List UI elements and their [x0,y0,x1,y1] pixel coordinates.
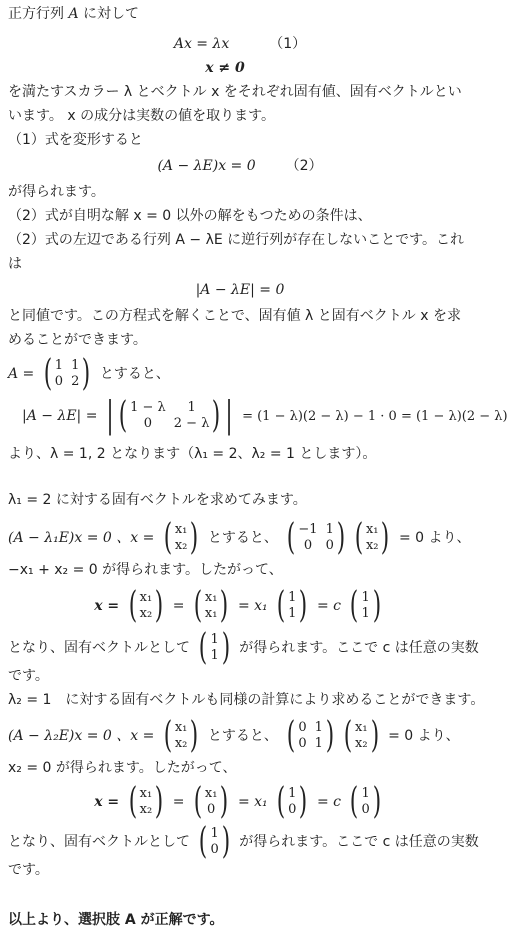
case-2-matrix-cell: 0 [298,736,307,751]
intro-var-a: A [68,6,79,22]
case-2-matrix-cell: 0 [298,720,307,735]
case-2-concl-a: となり、固有ベクトルとして [8,834,190,850]
case-2-vector-x: ( x₁ x₂ ) [163,715,199,756]
case-1-matrix-cell: 0 [303,538,313,553]
case-1-result: x = ( x₁ x₂ ) = ( x₁ x₁ ) = x₁ ( 1 1 ) = c ( 1 1 ) [0,588,480,624]
case-2-vector-2: ( x₁ x₂ ) [343,715,379,756]
determinant-cell: 0 [143,416,153,431]
case-1-text-end: = 0 より、 [398,530,471,546]
paragraph-3-line-3: （2）式の左辺である行列 A − λE に逆行列が存在しないことです。これ [8,232,465,248]
case-2-res-lhs: x = [94,794,120,810]
determinant-cell: 1 − λ [130,400,166,415]
vec-cell: 1 [288,786,297,801]
case-1-concl-a: となり、固有ベクトルとして [8,640,190,656]
case-1-matrix: ( −1 1 0 0 ) [287,517,346,558]
paragraph-1-line-1: を満たすスカラー λ とベクトル x をそれぞれ固有値、固有ベクトルとい [8,84,462,100]
case-1-matrix-cell: 1 [325,522,334,537]
paragraph-6-line-1: λ₁ = 2 に対する固有ベクトルを求めてみます。 [8,492,307,508]
case-2-res-mid: = x₁ [237,794,268,810]
case-2-conclusion [8,821,479,862]
case-2-result: x = ( x₁ x₂ ) = ( x₁ 0 ) = x₁ ( 1 0 ) = c ( 1 0 ) [0,784,480,820]
case-1-res-mid: = x₁ [237,598,268,614]
case-2-res-vec-4: ( 1 0 ) [350,781,382,822]
case-2-matrix-cell: 1 [314,736,323,751]
equation-1 [0,34,480,54]
case-2-concl-b: が得られます。ここで c は任意の実数 [239,834,479,850]
case-2-vec-cell: x₂ [174,736,188,751]
case-2-res-vec-1: ( x₁ x₂ ) [128,781,164,822]
equation-1-cond-text: x ≠ 0 [205,60,245,76]
case-1-res-lhs: x = [94,598,120,614]
case-1-vec-cell: x₂ [174,538,188,553]
paragraph-3-line-4: は [8,256,22,272]
case-1-eigenvector: ( 1 1 ) [199,627,231,668]
equation-2-expr: (A − λE)x = 0 [157,158,256,174]
case-1-vector-x: ( x₁ x₂ ) [163,517,199,558]
intro-text-b: に対して [78,6,140,22]
case-2-res-vec-3: ( 1 0 ) [276,781,308,822]
determinant-lhs: |A − λE| = [22,408,98,424]
case-1-res-c: = c [316,598,341,614]
determinant-cell: 1 [187,400,196,415]
matrix-a-definition [8,353,170,394]
case-2-text-mid: とすると、 [207,728,278,744]
paragraph-4-line-1: と同値です。この方程式を解くことで、固有値 λ と固有ベクトル x を求 [8,308,461,324]
final-answer: 以上より、選択肢 A が正解です。 [8,912,224,928]
case-1-res-vec-2: ( x₁ x₁ ) [193,585,229,626]
case-1-res-vec-4: ( 1 1 ) [350,585,382,626]
vec-cell: 1 [210,632,219,647]
vec-cell: x₁ [204,606,218,621]
case-1-res-vec-1: ( x₁ x₂ ) [128,585,164,626]
case-1-vec2-cell: x₁ [365,522,379,537]
determinant-matrix: | ( 1 − λ 1 0 2 − λ ) | [106,395,234,436]
case-2-res-c: = c [316,794,341,810]
case-1-concl-b: が得られます。ここで c は任意の実数 [239,640,479,656]
equation-2 [0,156,480,176]
equation-1-label: （1） [269,36,307,52]
case-2-equation [8,715,460,756]
vec-cell: 1 [288,590,297,605]
paragraph-7-line-1: λ₂ = 1 に対する固有ベクトルも同様の計算により求めることができます。 [8,692,485,708]
case-1-eq-lhs: (A − λ₁E)x = 0 、x = [8,530,155,546]
matrix-a-text: とすると、 [99,366,170,382]
case-1-res-vec-3: ( 1 1 ) [276,585,308,626]
matrix-a-cell: 0 [54,374,64,389]
case-2-vec2-cell: x₁ [355,720,368,735]
equation-3 [0,280,480,300]
vec-cell: 1 [210,826,219,841]
paragraph-3-line-1: が得られます。 [8,184,105,200]
case-1-vector-2: ( x₁ x₂ ) [354,517,390,558]
vec-cell: 0 [288,802,297,817]
case-1-equation [8,517,471,558]
matrix-a: ( 1 1 0 2 ) [43,353,91,394]
intro-line [8,4,139,24]
vec-cell: 0 [361,802,370,817]
case-2-line-2: x₂ = 0 が得られます。したがって、 [8,760,237,776]
case-2-concl-c: です。 [8,862,49,878]
case-1-matrix-cell: −1 [298,522,318,537]
determinant-rhs: = (1 − λ)(2 − λ) − 1 · 0 = (1 − λ)(2 − λ) [242,409,508,424]
equation-3-expr: |A − λE| = 0 [195,282,285,298]
equation-1-condition [0,58,480,78]
case-1-concl-c: です。 [8,668,49,684]
case-1-line-2: −x₁ + x₂ = 0 が得られます。したがって、 [8,562,283,578]
case-1-conclusion [8,627,479,668]
vec-cell: 1 [210,648,219,663]
case-2-matrix-cell: 1 [314,720,323,735]
case-2-text-end: = 0 より、 [388,728,460,744]
paragraph-3-line-2: （2）式が自明な解 x = 0 以外の解をもつための条件は、 [8,208,372,224]
paragraph-5-line-1: より、λ = 1, 2 となります（λ₁ = 2、λ₂ = 1 とします）。 [8,446,377,462]
case-2-eq-lhs: (A − λ₂E)x = 0 、x = [8,728,155,744]
intro-text-a: 正方行列 [8,6,69,22]
vec-cell: 1 [361,786,370,801]
vec-cell: x₂ [139,606,153,621]
case-2-res-vec-2: ( x₁ 0 ) [193,781,229,822]
vec-cell: 0 [210,842,219,857]
paragraph-1-line-2: います。 x の成分は実数の値を取ります。 [8,108,275,124]
equation-1-expr: Ax = λx [173,36,230,52]
vec-cell: 1 [361,606,370,621]
determinant-line [22,395,508,436]
vec-cell: x₂ [139,802,153,817]
case-1-text-mid: とすると、 [207,530,278,546]
case-1-vec-cell: x₁ [174,522,188,537]
determinant-cell: 2 − λ [173,416,210,431]
vec-cell: x₁ [139,786,153,801]
case-2-vec2-cell: x₂ [355,736,368,751]
case-2-vec-cell: x₁ [174,720,188,735]
vec-cell: x₁ [204,786,218,801]
equation-2-label: （2） [285,158,323,174]
matrix-a-cell: 2 [71,374,80,389]
vec-cell: x₁ [204,590,218,605]
vec-cell: 1 [288,606,297,621]
vec-cell: x₁ [139,590,153,605]
vec-cell: 0 [207,802,216,817]
matrix-a-cell: 1 [54,358,64,373]
case-2-matrix: ( 0 1 0 1 ) [287,715,335,756]
matrix-a-cell: 1 [71,358,80,373]
vec-cell: 1 [361,590,370,605]
case-2-eigenvector: ( 1 0 ) [199,821,231,862]
paragraph-2-line-1: （1）式を変形すると [8,132,143,148]
case-1-matrix-cell: 0 [325,538,334,553]
matrix-a-lhs: A = [8,366,35,382]
paragraph-4-line-2: めることができます。 [8,332,147,348]
case-1-vec2-cell: x₂ [365,538,379,553]
